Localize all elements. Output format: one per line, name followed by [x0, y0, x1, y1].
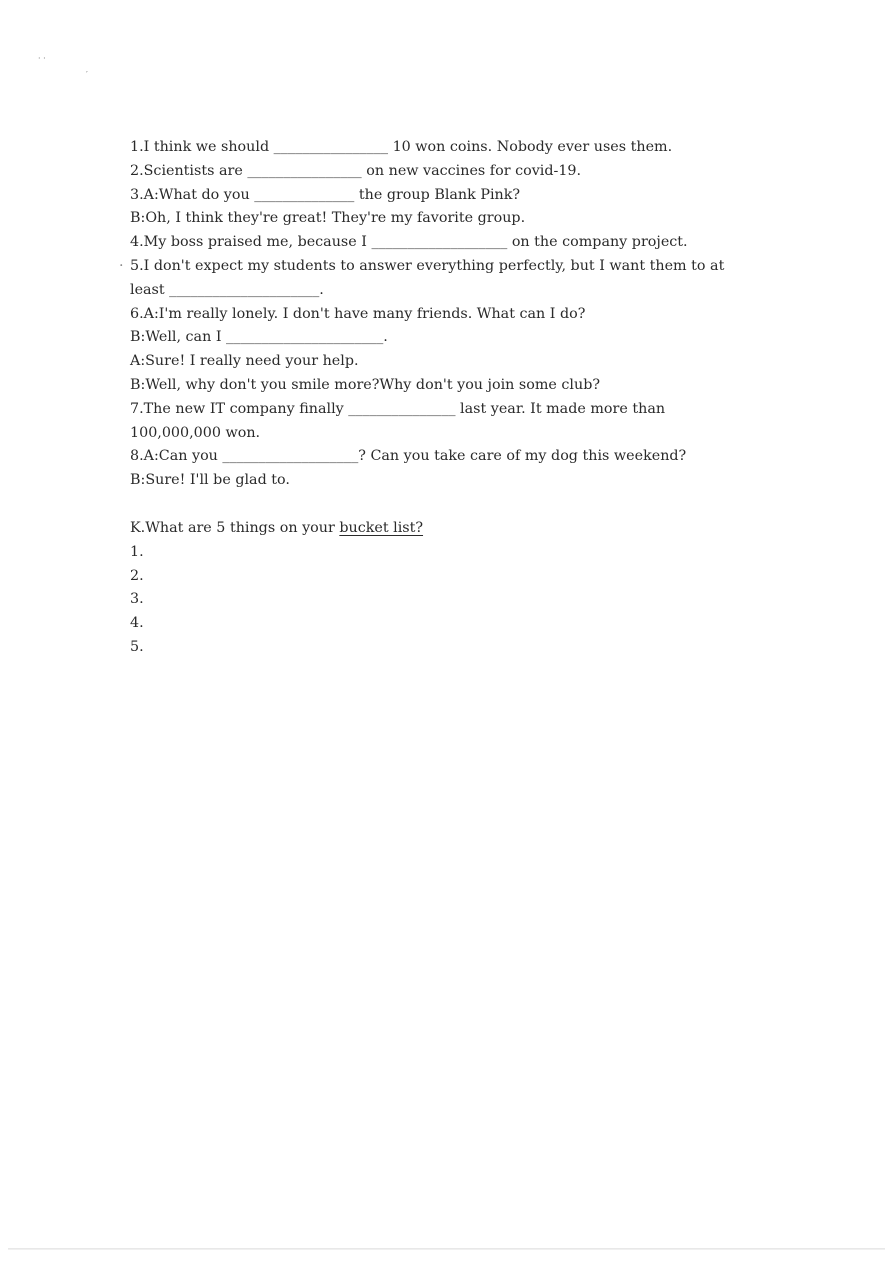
bucket-item-4: 4.	[130, 615, 144, 632]
scan-bottom-edge	[8, 1248, 885, 1250]
bucket-item-1: 1.	[130, 543, 144, 560]
question-5a: · 5.I don't expect my students to answer everything perfectly, but I want them to at	[130, 255, 766, 279]
question-7a: 7.The new IT company finally _______________ last year. It made more than	[130, 400, 666, 417]
question-5b: least _____________________.	[130, 281, 324, 298]
question-3b: B:Oh, I think they're great! They're my favorite group.	[130, 210, 526, 227]
question-6b: B:Well, can I ______________________.	[130, 329, 388, 346]
section-gap	[130, 493, 766, 517]
margin-dot: ·	[119, 257, 124, 274]
scan-speck: ′	[86, 70, 88, 79]
question-1: 1.I think we should ________________ 10 won coins. Nobody ever uses them.	[130, 139, 673, 155]
bucket-heading-text: K.What are 5 things on your	[130, 519, 340, 536]
question-6a: 6.A:I'm really lonely. I don't have many friends. What can I do?	[130, 305, 586, 322]
question-3a: 3.A:What do you ______________ the group Blank Pink?	[130, 186, 521, 203]
question-8b: B:Sure! I'll be glad to.	[130, 472, 290, 489]
question-6d: B:Well, why don't you smile more?Why don't you join some club?	[130, 376, 601, 393]
worksheet-content	[119, 136, 766, 660]
question-2: 2.Scientists are ________________ on new vaccines for covid-19.	[130, 162, 582, 179]
bucket-item-5: 5.	[130, 638, 144, 655]
bucket-item-2: 2.	[130, 567, 144, 584]
bucket-item-3: 3.	[130, 591, 144, 608]
scan-speck: · ·	[38, 54, 46, 63]
bucket-heading-underlined: bucket list?	[339, 519, 424, 536]
question-4: 4.My boss praised me, because I ___________________ on the company project.	[130, 234, 688, 251]
question-8a: 8.A:Can you ___________________? Can you take care of my dog this weekend?	[130, 448, 687, 465]
bucket-list-heading	[130, 517, 766, 541]
question-7b: 100,000,000 won.	[130, 424, 261, 441]
question-6c: A:Sure! I really need your help.	[130, 353, 359, 370]
